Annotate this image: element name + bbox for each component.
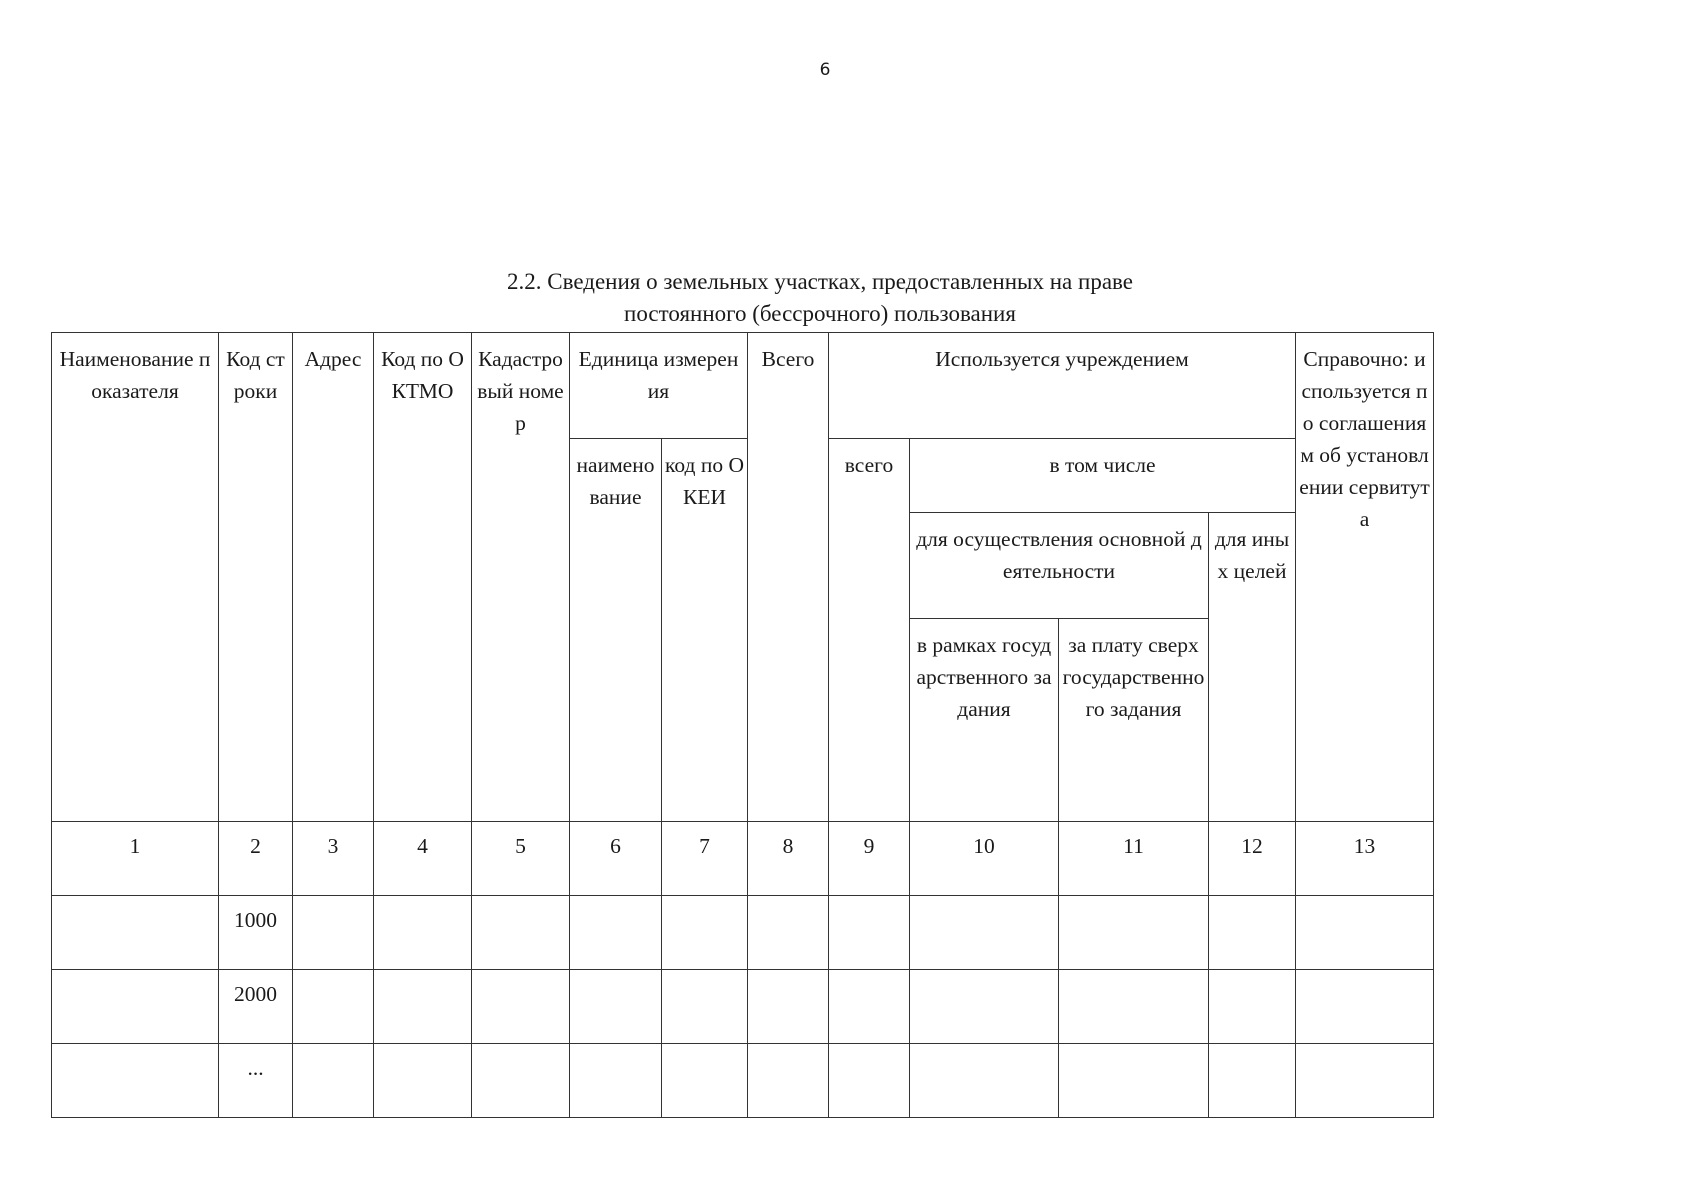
- column-number: 3: [293, 822, 374, 896]
- table-cell: [472, 1044, 570, 1118]
- table-cell: [1059, 970, 1209, 1044]
- table-cell: [570, 1044, 662, 1118]
- header-state-task: в рамках государственного задания: [910, 619, 1059, 822]
- column-number: 11: [1059, 822, 1209, 896]
- table-cell: [374, 896, 472, 970]
- table-cell: [570, 970, 662, 1044]
- table-cell: [829, 896, 910, 970]
- section-title: [460, 266, 1180, 330]
- header-oktmo: Код по ОКТМО: [374, 333, 472, 822]
- header-paid-over-state-task: за плату сверх государственного задания: [1059, 619, 1209, 822]
- column-number: 12: [1209, 822, 1296, 896]
- table-row: [52, 896, 1434, 970]
- table-cell: [293, 896, 374, 970]
- table-cell: [52, 1044, 219, 1118]
- column-number: 10: [910, 822, 1059, 896]
- header-okei: код по ОКЕИ: [662, 439, 748, 822]
- table-cell: [1059, 896, 1209, 970]
- table-cell: [910, 896, 1059, 970]
- header-other-purposes: для иных целей: [1209, 513, 1296, 822]
- section-title-line-1: 2.2. Сведения о земельных участках, предоставленных на праве: [507, 269, 1133, 294]
- header-total: Всего: [748, 333, 829, 822]
- table-cell: [570, 896, 662, 970]
- page-number: 6: [819, 60, 831, 80]
- header-row-1: [52, 333, 1434, 439]
- header-used-total: всего: [829, 439, 910, 822]
- table-cell: [1296, 896, 1434, 970]
- table-cell: [748, 1044, 829, 1118]
- column-number: 7: [662, 822, 748, 896]
- row-code-cell: 1000: [219, 896, 293, 970]
- column-number-row: [52, 822, 1434, 896]
- table-cell: [293, 1044, 374, 1118]
- column-number: 6: [570, 822, 662, 896]
- table-cell: [1209, 1044, 1296, 1118]
- table-row: [52, 970, 1434, 1044]
- column-number: 8: [748, 822, 829, 896]
- table-cell: [910, 970, 1059, 1044]
- header-including: в том числе: [910, 439, 1296, 513]
- table-cell: [662, 1044, 748, 1118]
- column-number: 2: [219, 822, 293, 896]
- header-unit: Единица измерения: [570, 333, 748, 439]
- table-cell: [829, 1044, 910, 1118]
- row-code-cell: ...: [219, 1044, 293, 1118]
- column-number: 13: [1296, 822, 1434, 896]
- section-title-line-2: постоянного (бессрочного) пользования: [624, 301, 1016, 326]
- column-number: 4: [374, 822, 472, 896]
- header-indicator-name: Наименование показателя: [52, 333, 219, 822]
- table-cell: [1059, 1044, 1209, 1118]
- header-cadastral-number: Кадастровый номер: [472, 333, 570, 822]
- table-cell: [52, 970, 219, 1044]
- table-cell: [472, 896, 570, 970]
- table-cell: [662, 896, 748, 970]
- table-cell: [472, 970, 570, 1044]
- table-cell: [374, 1044, 472, 1118]
- table-row: [52, 1044, 1434, 1118]
- table-cell: [910, 1044, 1059, 1118]
- header-main-activity: для осуществления основной деятельности: [910, 513, 1209, 619]
- header-used-by-institution: Используется учреждением: [829, 333, 1296, 439]
- table-cell: [662, 970, 748, 1044]
- header-address: Адрес: [293, 333, 374, 822]
- table-cell: [1296, 1044, 1434, 1118]
- table-cell: [293, 970, 374, 1044]
- column-number: 5: [472, 822, 570, 896]
- table-cell: [1209, 970, 1296, 1044]
- table-cell: [748, 896, 829, 970]
- table-cell: [1209, 896, 1296, 970]
- table-cell: [52, 896, 219, 970]
- header-row-code: Код строки: [219, 333, 293, 822]
- row-code-cell: 2000: [219, 970, 293, 1044]
- table-cell: [1296, 970, 1434, 1044]
- column-number: 9: [829, 822, 910, 896]
- column-number: 1: [52, 822, 219, 896]
- header-unit-name: наименование: [570, 439, 662, 822]
- land-plots-table: [51, 332, 1434, 1118]
- header-easement: Справочно: используется по соглашениям об установлении сервитута: [1296, 333, 1434, 822]
- table-cell: [748, 970, 829, 1044]
- table-cell: [829, 970, 910, 1044]
- table-cell: [374, 970, 472, 1044]
